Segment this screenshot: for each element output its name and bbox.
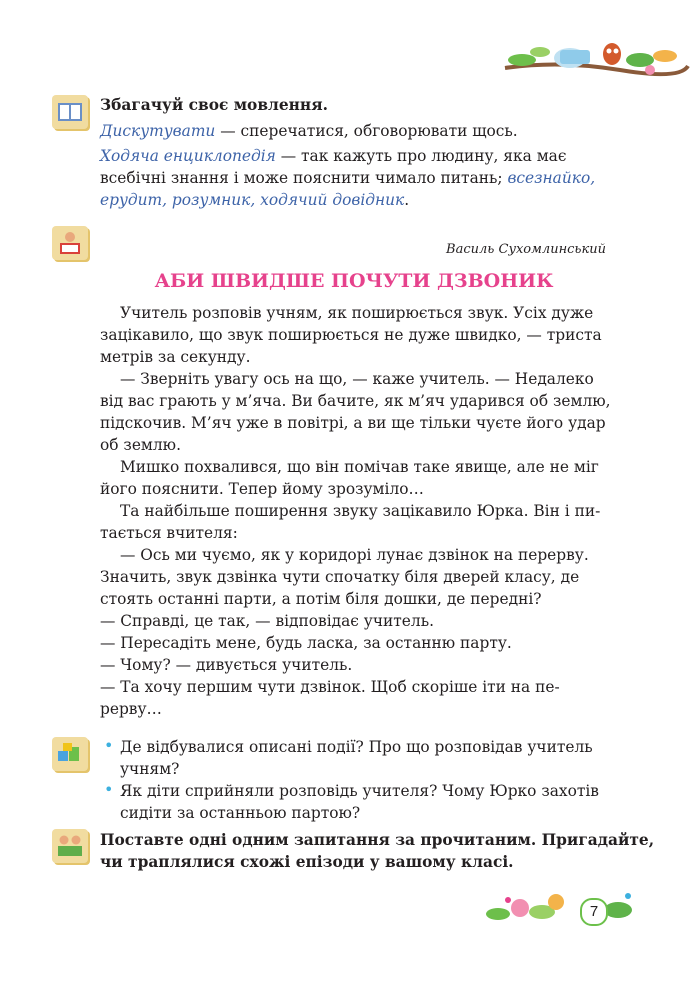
term-line-1: [100, 120, 518, 142]
story-line: Мишко похвалився, що він помічав таке явище, але не міг: [120, 458, 599, 476]
question-2-line-2: сидіти за останньою партою?: [120, 804, 361, 822]
story-line: — Зверніть увагу ось на що, — каже учитель. — Недалеко: [120, 370, 594, 388]
story-line: підскочив. М’яч уже в повітрі, а ви ще тільки чуєте його удар: [100, 414, 606, 432]
story-line: — Та хочу першим чути дзвінок. Щоб скоріше іти на пе-: [100, 678, 560, 696]
page-number-badge: [580, 898, 608, 926]
story-line: — Ось ми чуємо, як у коридорі лунає дзвінок на перерву.: [120, 546, 589, 564]
story-line: його пояснити. Тепер йому зрозуміло…: [100, 480, 424, 498]
story-line: рерву…: [100, 700, 162, 718]
bottom-ornament: [478, 880, 638, 930]
question-1-line-2: учням?: [120, 760, 180, 778]
question-2-line-1: Як діти сприйняли розповідь учителя? Чому Юрко захотів: [120, 782, 599, 800]
story-line: — Пересадіть мене, будь ласка, за останню парту.: [100, 634, 512, 652]
synonyms-end: .: [404, 191, 410, 209]
term-line-2: [100, 145, 608, 167]
synonyms-1: всезнайко,: [507, 169, 596, 187]
story-line: метрів за секунду.: [100, 348, 251, 366]
term-discuss: Дискутувати: [100, 122, 216, 140]
bullet: •: [104, 736, 114, 755]
story-line: Учитель розповів учням, як поширюється звук. Усіх дуже: [120, 304, 594, 322]
term-encyclopedia: Ходяча енциклопедія: [100, 147, 276, 165]
top-ornament: [500, 30, 690, 80]
story-line: тається вчителя:: [100, 524, 238, 542]
blocks-icon: [52, 737, 88, 771]
story-line: Та найбільше поширення звуку зацікавило Юрка. Він і пи-: [120, 502, 601, 520]
page-number: 7: [589, 903, 599, 920]
book-icon: [52, 95, 88, 129]
reading-child-icon: [52, 226, 88, 260]
story-line: зацікавило, що звук поширюється не дуже швидко, — триста: [100, 326, 602, 344]
term-line-4: [100, 189, 409, 211]
task-line-2: чи траплялися схожі епізоди у вашому класі.: [100, 853, 514, 871]
question-1-line-1: Де відбувалися описані події? Про що розповідав учитель: [120, 738, 593, 756]
bullet: •: [104, 780, 114, 799]
story-line: об землю.: [100, 436, 181, 454]
def-discuss: — сперечатися, обговорювати щось.: [215, 122, 518, 140]
enrich-title: Збагачуй своє мовлення.: [100, 96, 328, 114]
term-line-3: [100, 167, 595, 189]
task-line-1: Поставте одні одним запитання за прочитаним. Пригадайте,: [100, 831, 655, 849]
story-line: від вас грають у м’яча. Ви бачите, як м’яч ударився об землю,: [100, 392, 611, 410]
def-encyclopedia-cont: всебічні знання і може пояснити чимало питань;: [100, 169, 508, 187]
author: Василь Сухомлинський: [446, 242, 606, 257]
story-line: стоять останні парти, а потім біля дошки, де передні?: [100, 590, 542, 608]
story-line: — Чому? — дивується учитель.: [100, 656, 353, 674]
synonyms-2: ерудит, розумник, ходячий довідник: [100, 191, 405, 209]
children-reading-icon: [52, 829, 88, 863]
def-encyclopedia: — так кажуть про людину, яка має: [275, 147, 567, 165]
story-title: АБИ ШВИДШЕ ПОЧУТИ ДЗВОНИК: [154, 270, 554, 292]
story-line: — Справді, це так, — відповідає учитель.: [100, 612, 434, 630]
story-line: Значить, звук дзвінка чути спочатку біля дверей класу, де: [100, 568, 580, 586]
